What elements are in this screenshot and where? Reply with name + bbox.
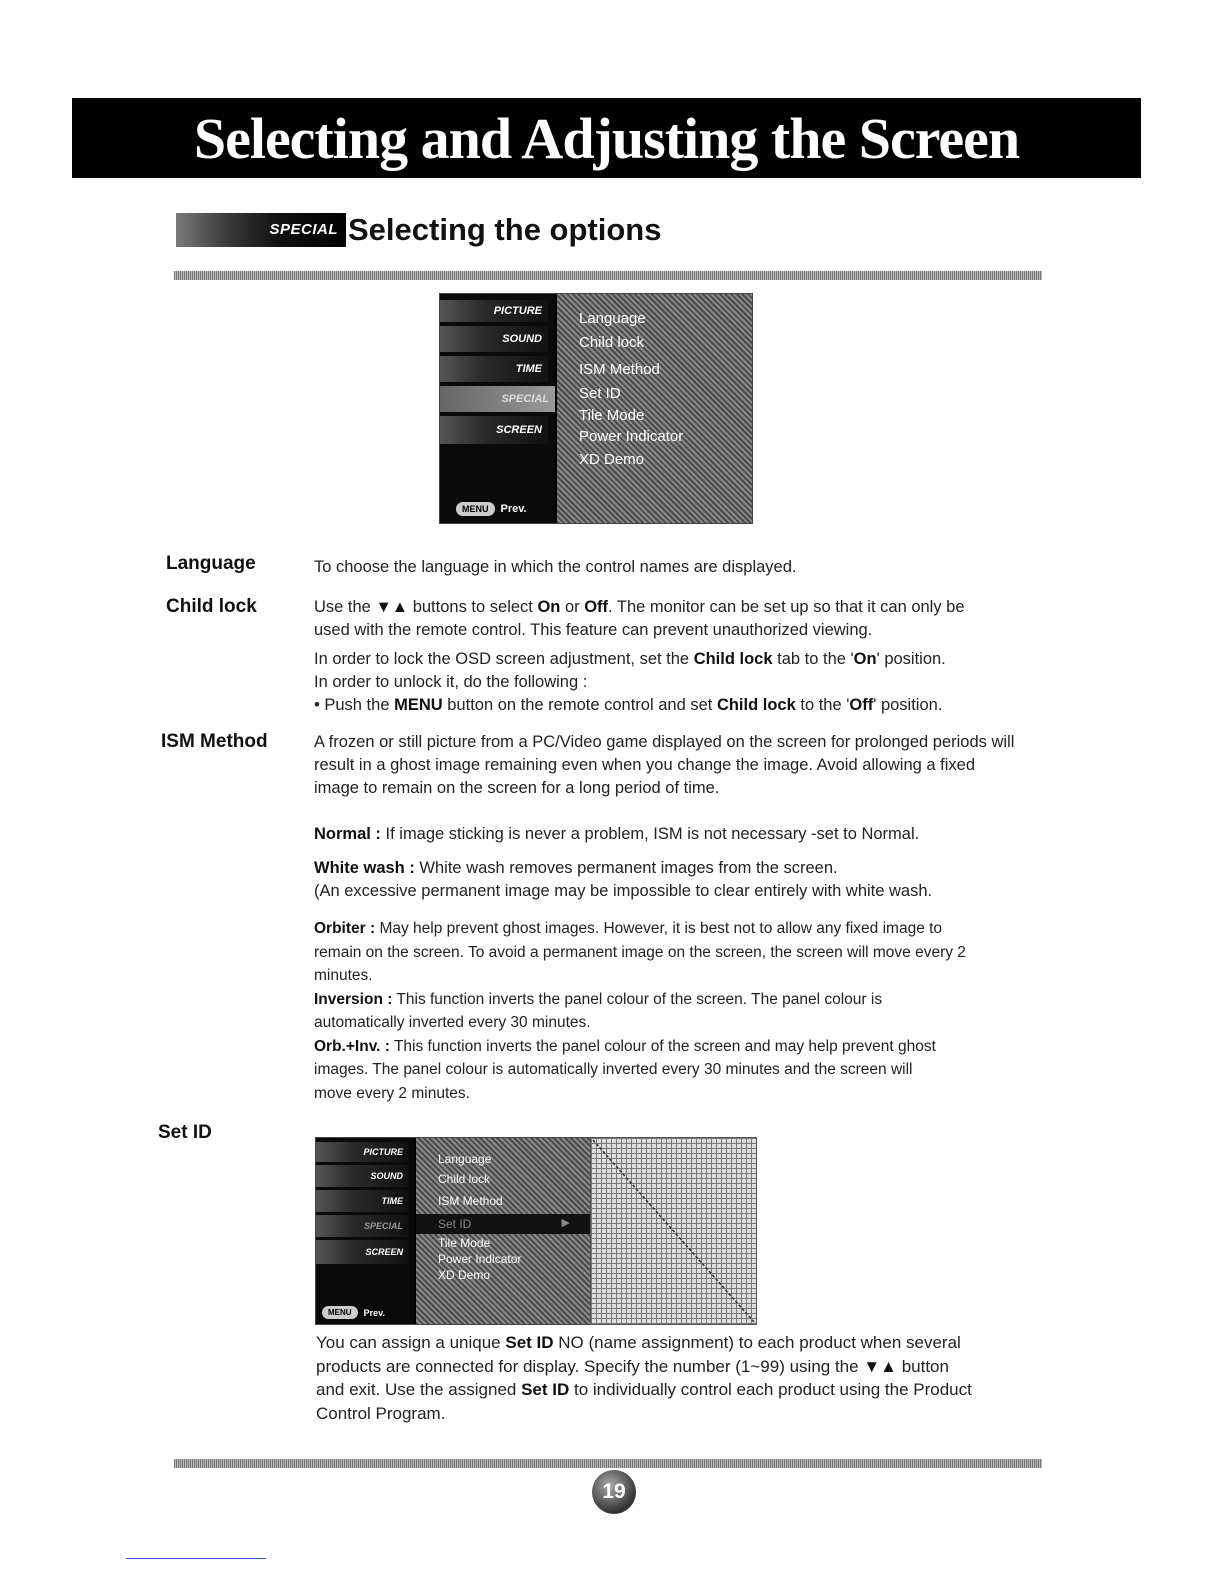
diagonal-line-graphic bbox=[591, 1138, 756, 1324]
right-arrow-icon: ▶ bbox=[561, 1217, 570, 1229]
osd2-tab-time: TIME bbox=[316, 1190, 408, 1212]
osd2-item-panel bbox=[416, 1138, 592, 1324]
child-lock-desc bbox=[314, 596, 1074, 717]
osd2-item-child-lock: Child lock bbox=[438, 1172, 491, 1186]
term-child-lock: Child lock bbox=[166, 596, 257, 617]
osd-menu-screenshot bbox=[439, 293, 753, 524]
osd2-tab-picture: PICTURE bbox=[316, 1142, 408, 1162]
osd2-tab-screen: SCREEN bbox=[316, 1240, 408, 1264]
ism-intro-line-2: result in a ghost image remaining even when you change the image. Avoid allowing a fixed bbox=[314, 756, 976, 774]
top-divider bbox=[174, 271, 1042, 280]
ism-intro-line-1: A frozen or still picture from a PC/Video game displayed on the screen for prolonged periods will bbox=[314, 733, 1015, 751]
child-lock-line-4: In order to unlock it, do the following : bbox=[314, 673, 588, 691]
osd2-item-tile-mode: Tile Mode bbox=[438, 1236, 491, 1250]
osd2-tab-column bbox=[316, 1138, 414, 1324]
term-set-id: Set ID bbox=[158, 1122, 212, 1143]
osd-tab-picture: PICTURE bbox=[440, 300, 548, 322]
osd-item-power-indicator: Power Indicator bbox=[579, 428, 684, 445]
osd-item-panel bbox=[557, 294, 752, 523]
section-heading bbox=[176, 210, 661, 250]
special-tab-graphic bbox=[176, 213, 346, 247]
osd-item-set-id: Set ID bbox=[579, 385, 621, 402]
bottom-divider bbox=[174, 1459, 1042, 1468]
osd-tab-column bbox=[440, 294, 555, 523]
footer-line bbox=[126, 1558, 266, 1559]
page-number: 19 bbox=[602, 1480, 626, 1503]
menu-key-icon: MENU bbox=[456, 502, 495, 516]
set-id-grid-panel bbox=[590, 1137, 757, 1325]
osd2-item-power-indicator: Power Indicator bbox=[438, 1252, 522, 1266]
child-lock-line-2: used with the remote control. This feature can prevent unauthorized viewing. bbox=[314, 621, 873, 639]
osd2-prev-label: Prev. bbox=[363, 1307, 385, 1318]
ism-intro bbox=[314, 731, 1094, 800]
osd-tab-special: SPECIAL bbox=[440, 386, 555, 412]
set-id-desc: You can assign a unique Set ID NO (name assignment) to each product when several products are connected for display. Specify the number (1~99) using the ▼▲ button and exit. Use the assigned Set ID to individually control each product using the Product Control Program. bbox=[316, 1333, 972, 1423]
section-title: Selecting the options bbox=[348, 212, 662, 247]
page-title: Selecting and Adjusting the Screen bbox=[193, 105, 1020, 171]
ism-normal: Normal : If image sticking is never a problem, ISM is not necessary -set to Normal. bbox=[314, 825, 920, 843]
child-lock-line-3: In order to lock the OSD screen adjustment, set the Child lock tab to the 'On' position. bbox=[314, 650, 946, 668]
menu-key-icon: MENU bbox=[322, 1306, 358, 1319]
term-language: Language bbox=[166, 553, 256, 574]
osd-item-ism-method: ISM Method bbox=[579, 361, 660, 378]
page-title-banner bbox=[72, 98, 1141, 178]
osd-item-child-lock: Child lock bbox=[579, 334, 645, 351]
osd-tab-screen: SCREEN bbox=[440, 416, 548, 444]
osd2-prev-button bbox=[322, 1306, 385, 1319]
osd2-item-language: Language bbox=[438, 1152, 492, 1166]
osd2-item-set-id: Set ID bbox=[438, 1217, 472, 1231]
child-lock-line-1: Use the ▼▲ buttons to select On or Off. The monitor can be set up so that it can only be bbox=[314, 598, 965, 616]
osd-tab-sound: SOUND bbox=[440, 326, 548, 352]
page-number-badge bbox=[592, 1470, 636, 1514]
osd-setid-screenshot bbox=[315, 1137, 593, 1325]
child-lock-line-5: • Push the MENU button on the remote control and set Child lock to the 'Off' position. bbox=[314, 696, 943, 714]
osd-item-xd-demo: XD Demo bbox=[579, 451, 645, 468]
special-tab-label: SPECIAL bbox=[269, 221, 338, 238]
osd-item-language: Language bbox=[579, 310, 646, 327]
ism-white-wash: White wash : White wash removes permanent images from the screen. (An excessive permanent image may be impossible to clear entirely with white wash. bbox=[314, 859, 933, 900]
ism-orbiter: Orbiter : May help prevent ghost images. However, it is best not to allow any fixed image to remain on the screen. To avoid a permanent image on the screen, the screen will move every 2 minutes. Inversion : This function inverts the panel colour of the screen. The panel colour is automatically inverted every 30 minutes. Orb.+Inv. : This function inverts the panel colour of the screen and may help prevent ghost images. The panel colour is automatically inverted every 30 minutes and the screen will move every 2 minutes. bbox=[314, 920, 966, 1102]
ism-intro-line-3: image to remain on the screen for a long period of time. bbox=[314, 779, 720, 797]
osd2-item-ism-method: ISM Method bbox=[438, 1194, 503, 1208]
osd-item-tile-mode: Tile Mode bbox=[579, 407, 645, 424]
osd-prev-label: Prev. bbox=[500, 503, 527, 515]
osd2-item-xd-demo: XD Demo bbox=[438, 1268, 491, 1282]
osd-tab-time: TIME bbox=[440, 356, 548, 382]
osd2-tab-special: SPECIAL bbox=[316, 1215, 408, 1237]
osd2-tab-sound: SOUND bbox=[316, 1165, 408, 1187]
osd-prev-button bbox=[456, 502, 527, 516]
language-desc: To choose the language in which the control names are displayed. bbox=[314, 558, 797, 576]
osd2-selected-row bbox=[416, 1214, 592, 1234]
term-ism-method: ISM Method bbox=[161, 731, 268, 752]
